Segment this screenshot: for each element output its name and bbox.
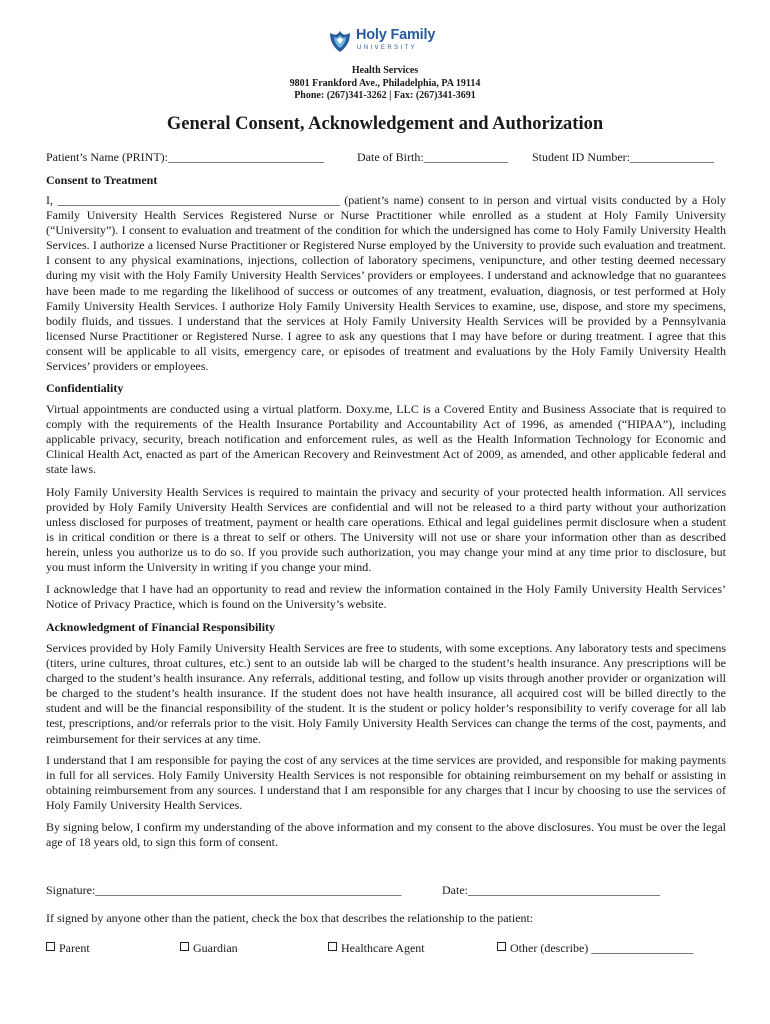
university-logo (328, 27, 448, 55)
option-guardian[interactable] (180, 941, 238, 956)
option-label: Healthcare Agent (341, 941, 425, 955)
consent-paragraph: I, _______________________________________________ (patient’s name) consent to in person and virtual visits conducted by a Holy Family University Health Services Registered Nurse or Nurse Practitioner while enrolled as a student at Holy Family University (“University”). I consent to evaluation and treatment of the condition for which the undersigned has come to Holy Family University Health Services. I authorize a licensed Nurse Practitioner or Registered Nurse employed by the University to provide such evaluation and treatment. I consent to any physical examinations, injections, collection of laboratory specimens, venipuncture, and other testing deemed necessary during my visit with the Holy Family University Health Services’ providers or employees. I understand and acknowledge that no guarantees have been made to me regarding the likelihood of success or outcomes of any treatment, evaluation, diagnosis, or test performed at Holy Family University Health Services. I authorize Holy Family University Health Services to examine, use, dispose, and store my specimens, bodily fluids, and tissues. I understand that the services at Holy Family University Health Services will be provided by a Pennsylvania licensed Nurse Practitioner or Registered Nurse. I agree to ask any questions that I may have before or during treatment. I agree that this consent will be applicable to all visits, emergency care, or episodes of treatment and evaluations by the Holy Family University Health Services’ providers or employees. (46, 193, 726, 374)
consent-heading: Consent to Treatment (46, 173, 158, 187)
letterhead (0, 65, 770, 103)
signature-field[interactable]: Signature:___________________________________________________ (46, 883, 402, 897)
option-other[interactable] (497, 941, 693, 956)
checkbox[interactable] (497, 942, 506, 951)
logo-subtitle: UNIVERSITY (357, 45, 418, 51)
checkbox[interactable] (180, 942, 189, 951)
student-id-field[interactable]: Student ID Number:______________ (532, 150, 714, 164)
date-field[interactable]: Date:________________________________ (442, 883, 660, 897)
phone-fax: Phone: (267)341-3262 | Fax: (267)341-3691 (294, 90, 476, 101)
address: 9801 Frankford Ave., Philadelphia, PA 19114 (289, 77, 481, 89)
financial-paragraph-2: I understand that I am responsible for paying the cost of any services at the time services are provided, and responsible for making payments in full for all services. Holy Family University Health Services is not responsible for obtaining reimbursement on my behalf or assisting in obtaining reimbursement from any sources. I understand that I am responsible for any charges that I incur by choosing to use the services of Holy Family University Health Services. (46, 753, 726, 813)
option-label: Other (describe) _________________ (510, 941, 694, 955)
confidentiality-paragraph-2: Holy Family University Health Services is required to maintain the privacy and security of your protected health information. All services provided by Holy Family University Health Services are confidential and will not be released to a third party without your authorization unless disclosed for purposes of treatment, payment or health care operations. Ethical and legal guidelines permit disclosure when a student is in critical condition or there is a threat to self or others. The University will not use or share your information other than as described herein, unless you authorize us to do so. If you provide such authorization, you may change your mind at any time prior to disclosure, but you must inform the University in writing if you change your mind. (46, 485, 726, 575)
checkbox[interactable] (46, 942, 55, 951)
shield-flame-icon (328, 27, 352, 53)
option-label: Parent (59, 941, 90, 955)
relationship-prompt: If signed by anyone other than the patient, check the box that describes the relationship to the patient: (46, 911, 534, 925)
checkbox[interactable] (328, 942, 337, 951)
option-label: Guardian (193, 941, 238, 955)
privacy-notice-paragraph: I acknowledge that I have had an opportunity to read and review the information contained in the Holy Family University Health Services’ Notice of Privacy Practice, which is found on the University’s website. (46, 582, 726, 612)
financial-heading: Acknowledgment of Financial Responsibility (46, 620, 276, 634)
financial-paragraph-1: Services provided by Holy Family University Health Services are free to students, with some exceptions. Any laboratory tests and specimens (titers, urine cultures, throat cultures, etc.) sent to an outside lab will be charged to the student’s health insurance. Any prescriptions will be charged to the student’s health insurance. Any referrals, additional testing, and follow up visits through another provider or organization will be charged to the student’s health insurance. If the student does not have health insurance, all acquired cost will be billed directly to the student and will be the financial responsibility of the student. It is the student or policy holder’s responsibility to verify coverage for all lab test, prescriptions, and/or referrals prior to the visit. Holy Family University Health Services can change the terms of the cost, payments, and reimbursement for their services at any time. (46, 641, 726, 746)
logo-name: Holy Family (356, 27, 436, 43)
date-of-birth-field[interactable]: Date of Birth:______________ (357, 150, 508, 164)
option-parent[interactable] (46, 941, 90, 956)
confidentiality-paragraph-1: Virtual appointments are conducted using a virtual platform. Doxy.me, LLC is a Covered Entity and Business Associate that is required to comply with the requirements of the Health Insurance Portability and Accountability Act of 1996, as amended (“HIPAA”), including applicable privacy, security, breach notification and enforcement rules, as well as the Health Information Technology for Economic and Clinical Health Act, enacted as part of the American Recovery and Reinvestment Act of 2009, as amended, and other applicable federal and state laws. (46, 402, 726, 477)
page-title: General Consent, Acknowledgement and Authorization (166, 114, 604, 134)
option-healthcare-agent[interactable] (328, 941, 425, 956)
department-name: Health Services (351, 65, 419, 76)
patient-name-field[interactable]: Patient’s Name (PRINT):__________________________ (46, 150, 324, 164)
confidentiality-heading: Confidentiality (46, 381, 124, 395)
signing-statement: By signing below, I confirm my understanding of the above information and my consent to the above disclosures. You must be over the legal age of 18 years old, to sign this form of consent. (46, 820, 726, 850)
